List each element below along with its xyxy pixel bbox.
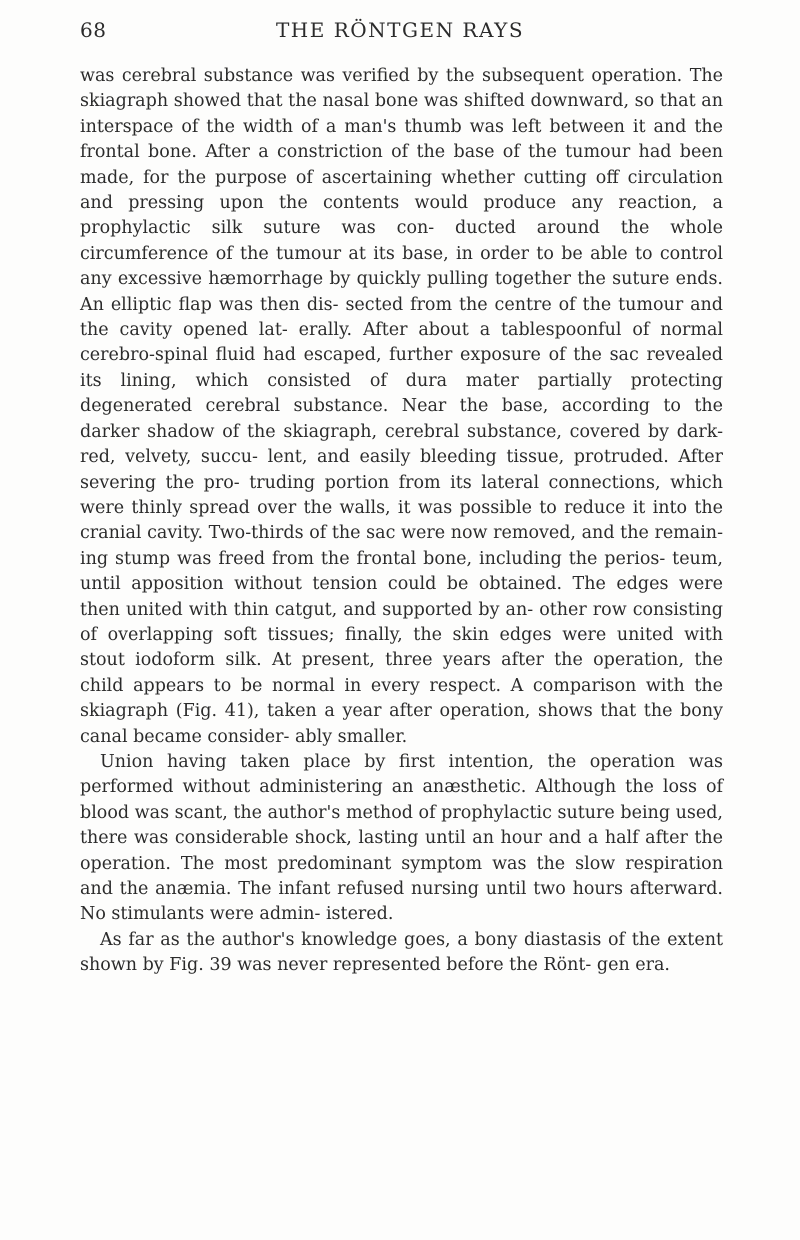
paragraph-diastasis: As far as the author's knowledge goes, a bony diastasis of the extent shown by Fig. 39 was never represented before the Rönt- gen era. — [80, 929, 723, 976]
page-number: 68 — [80, 18, 107, 42]
paragraph-continued: was cerebral substance was verified by the subsequent operation. The skiagraph showed that the nasal bone was shifted downward, so that an interspace of the width of a man's thumb was left between it and the frontal bone. After a constriction of the base of the tumour had been made, for the purpose of ascertaining whether cutting off circulation and pressing upon the contents would produce any reaction, a prophylactic silk suture was con- ducted around the whole circumference of the tumour at its base, in order to be able to control any excessive hæmorrhage by quickly pulling together the suture ends. An elliptic flap was then dis- sected from the centre of the tumour and the cavity opened lat- erally. After about a tablespoonful of normal cerebro-spinal fluid had escaped, further exposure of the sac revealed its lining, which consisted of dura mater partially protecting degenerated cerebral substance. Near the base, according to the darker shadow of the skiagraph, cerebral substance, covered by dark-red, velvety, succu- lent, and easily bleeding tissue, protruded. After severing the pro- truding portion from its lateral connections, which were thinly spread over the walls, it was possible to reduce it into the cranial cavity. Two-thirds of the sac were now removed, and the remain- ing stump was freed from the frontal bone, including the perios- teum, until apposition without tension could be obtained. The edges were then united with thin catgut, and supported by an- other row consisting of overlapping soft tissues; finally, the skin edges were united with stout iodoform silk. At present, three years after the operation, the child appears to be normal in every respect. A comparison with the skiagraph (Fig. 41), taken a year after operation, shows that the bony canal became consider- ably smaller. — [80, 66, 723, 747]
running-head — [80, 18, 720, 50]
body-text — [80, 64, 723, 979]
running-title: THE RÖNTGEN RAYS — [275, 18, 525, 42]
paragraph-union: Union having taken place by first intention, the operation was performed without administering an anæsthetic. Although the loss of blood was scant, the author's method of prophylactic suture being used, there was considerable shock, lasting until an hour and a half after the operation. The most predominant symptom was the slow respiration and the anæmia. The infant refused nursing until two hours afterward. No stimulants were admin- istered. — [80, 751, 723, 925]
